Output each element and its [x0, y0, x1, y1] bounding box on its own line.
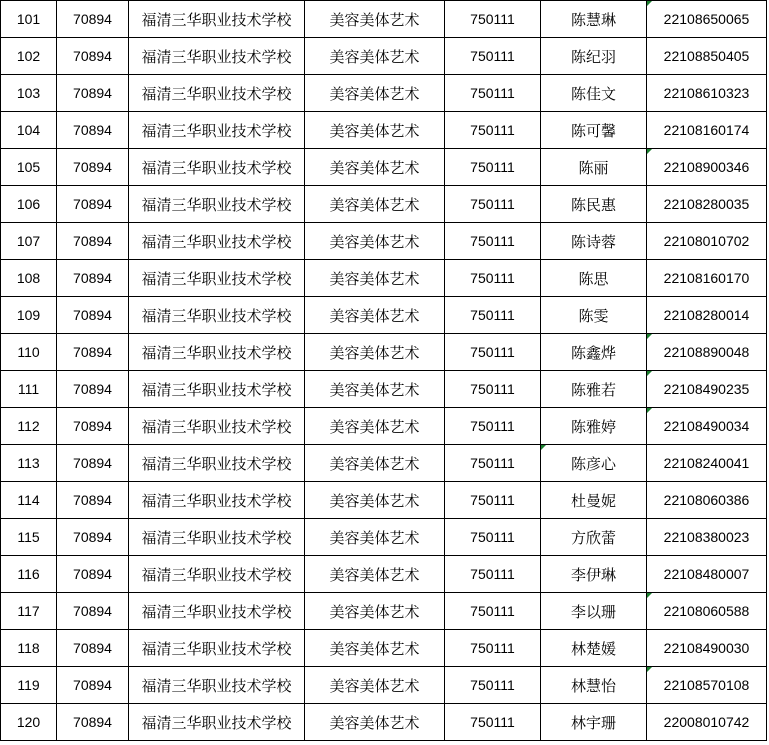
- exam-id-cell: 22108480007: [647, 556, 767, 593]
- table-row: [1, 630, 767, 667]
- school-code-cell: 70894: [57, 260, 129, 297]
- student-name-cell: 李伊琳: [541, 556, 647, 593]
- student-name-cell: 陈民惠: [541, 186, 647, 223]
- seq-number-cell: 117: [1, 593, 57, 630]
- major-code-cell: 750111: [445, 334, 541, 371]
- exam-id-cell: 22108380023: [647, 519, 767, 556]
- table-row: [1, 297, 767, 334]
- major-code-cell: 750111: [445, 482, 541, 519]
- table-row: [1, 482, 767, 519]
- student-name-cell: 林楚媛: [541, 630, 647, 667]
- major-name-cell: 美容美体艺术: [305, 408, 445, 445]
- student-name-cell: 陈彦心: [541, 445, 647, 482]
- table-row: [1, 667, 767, 704]
- school-name-cell: 福清三华职业技术学校: [129, 334, 305, 371]
- seq-number-cell: 116: [1, 556, 57, 593]
- exam-id-cell: 22108060386: [647, 482, 767, 519]
- table-row: [1, 593, 767, 630]
- major-name-cell: 美容美体艺术: [305, 593, 445, 630]
- school-name-cell: 福清三华职业技术学校: [129, 297, 305, 334]
- major-name-cell: 美容美体艺术: [305, 38, 445, 75]
- exam-id-cell: 22008010742: [647, 704, 767, 741]
- school-name-cell: 福清三华职业技术学校: [129, 223, 305, 260]
- major-code-cell: 750111: [445, 371, 541, 408]
- student-name-cell: 林宇珊: [541, 704, 647, 741]
- major-code-cell: 750111: [445, 75, 541, 112]
- exam-id-cell: 22108160174: [647, 112, 767, 149]
- table-row: [1, 445, 767, 482]
- exam-id-cell: 22108570108: [647, 667, 767, 704]
- student-name-cell: 方欣蕾: [541, 519, 647, 556]
- school-name-cell: 福清三华职业技术学校: [129, 260, 305, 297]
- exam-id-cell: 22108490235: [647, 371, 767, 408]
- major-name-cell: 美容美体艺术: [305, 223, 445, 260]
- exam-id-cell: 22108060588: [647, 593, 767, 630]
- student-name-cell: 陈可馨: [541, 112, 647, 149]
- table-row: [1, 149, 767, 186]
- school-code-cell: 70894: [57, 704, 129, 741]
- roster-body: [1, 1, 767, 741]
- exam-id-cell: 22108610323: [647, 75, 767, 112]
- school-name-cell: 福清三华职业技术学校: [129, 371, 305, 408]
- exam-id-cell: 22108280014: [647, 297, 767, 334]
- seq-number-cell: 104: [1, 112, 57, 149]
- school-name-cell: 福清三华职业技术学校: [129, 75, 305, 112]
- major-name-cell: 美容美体艺术: [305, 334, 445, 371]
- seq-number-cell: 114: [1, 482, 57, 519]
- seq-number-cell: 101: [1, 1, 57, 38]
- exam-id-cell: 22108490034: [647, 408, 767, 445]
- exam-id-cell: 22108850405: [647, 38, 767, 75]
- school-code-cell: 70894: [57, 667, 129, 704]
- school-name-cell: 福清三华职业技术学校: [129, 445, 305, 482]
- major-name-cell: 美容美体艺术: [305, 445, 445, 482]
- exam-id-cell: 22108240041: [647, 445, 767, 482]
- major-name-cell: 美容美体艺术: [305, 519, 445, 556]
- school-name-cell: 福清三华职业技术学校: [129, 1, 305, 38]
- school-code-cell: 70894: [57, 297, 129, 334]
- student-name-cell: 杜曼妮: [541, 482, 647, 519]
- seq-number-cell: 106: [1, 186, 57, 223]
- school-name-cell: 福清三华职业技术学校: [129, 149, 305, 186]
- major-name-cell: 美容美体艺术: [305, 75, 445, 112]
- table-row: [1, 223, 767, 260]
- student-name-cell: 陈思: [541, 260, 647, 297]
- exam-id-cell: 22108900346: [647, 149, 767, 186]
- table-row: [1, 334, 767, 371]
- seq-number-cell: 110: [1, 334, 57, 371]
- exam-id-cell: 22108890048: [647, 334, 767, 371]
- student-name-cell: 陈丽: [541, 149, 647, 186]
- major-code-cell: 750111: [445, 260, 541, 297]
- school-code-cell: 70894: [57, 112, 129, 149]
- seq-number-cell: 109: [1, 297, 57, 334]
- seq-number-cell: 108: [1, 260, 57, 297]
- student-name-cell: 林慧怡: [541, 667, 647, 704]
- school-code-cell: 70894: [57, 630, 129, 667]
- table-row: [1, 408, 767, 445]
- school-code-cell: 70894: [57, 519, 129, 556]
- school-name-cell: 福清三华职业技术学校: [129, 482, 305, 519]
- major-code-cell: 750111: [445, 704, 541, 741]
- table-row: [1, 260, 767, 297]
- exam-id-cell: 22108010702: [647, 223, 767, 260]
- major-name-cell: 美容美体艺术: [305, 297, 445, 334]
- major-code-cell: 750111: [445, 112, 541, 149]
- student-name-cell: 陈雅若: [541, 371, 647, 408]
- major-name-cell: 美容美体艺术: [305, 186, 445, 223]
- major-code-cell: 750111: [445, 149, 541, 186]
- seq-number-cell: 113: [1, 445, 57, 482]
- student-name-cell: 陈诗蓉: [541, 223, 647, 260]
- school-code-cell: 70894: [57, 334, 129, 371]
- major-code-cell: 750111: [445, 38, 541, 75]
- seq-number-cell: 105: [1, 149, 57, 186]
- seq-number-cell: 115: [1, 519, 57, 556]
- seq-number-cell: 120: [1, 704, 57, 741]
- student-name-cell: 陈雯: [541, 297, 647, 334]
- table-row: [1, 519, 767, 556]
- major-name-cell: 美容美体艺术: [305, 149, 445, 186]
- school-code-cell: 70894: [57, 186, 129, 223]
- school-code-cell: 70894: [57, 371, 129, 408]
- school-code-cell: 70894: [57, 408, 129, 445]
- major-name-cell: 美容美体艺术: [305, 112, 445, 149]
- major-code-cell: 750111: [445, 519, 541, 556]
- seq-number-cell: 119: [1, 667, 57, 704]
- seq-number-cell: 112: [1, 408, 57, 445]
- exam-id-cell: 22108160170: [647, 260, 767, 297]
- exam-id-cell: 22108490030: [647, 630, 767, 667]
- seq-number-cell: 103: [1, 75, 57, 112]
- exam-id-cell: 22108280035: [647, 186, 767, 223]
- student-name-cell: 李以珊: [541, 593, 647, 630]
- school-code-cell: 70894: [57, 482, 129, 519]
- school-name-cell: 福清三华职业技术学校: [129, 556, 305, 593]
- school-name-cell: 福清三华职业技术学校: [129, 186, 305, 223]
- school-name-cell: 福清三华职业技术学校: [129, 667, 305, 704]
- student-name-cell: 陈纪羽: [541, 38, 647, 75]
- school-code-cell: 70894: [57, 223, 129, 260]
- student-name-cell: 陈雅婷: [541, 408, 647, 445]
- seq-number-cell: 102: [1, 38, 57, 75]
- major-name-cell: 美容美体艺术: [305, 630, 445, 667]
- major-code-cell: 750111: [445, 408, 541, 445]
- school-code-cell: 70894: [57, 75, 129, 112]
- major-code-cell: 750111: [445, 445, 541, 482]
- major-code-cell: 750111: [445, 630, 541, 667]
- major-code-cell: 750111: [445, 297, 541, 334]
- major-name-cell: 美容美体艺术: [305, 260, 445, 297]
- major-name-cell: 美容美体艺术: [305, 1, 445, 38]
- major-code-cell: 750111: [445, 223, 541, 260]
- major-name-cell: 美容美体艺术: [305, 371, 445, 408]
- major-code-cell: 750111: [445, 593, 541, 630]
- major-code-cell: 750111: [445, 186, 541, 223]
- major-name-cell: 美容美体艺术: [305, 704, 445, 741]
- school-name-cell: 福清三华职业技术学校: [129, 112, 305, 149]
- school-name-cell: 福清三华职业技术学校: [129, 519, 305, 556]
- table-row: [1, 186, 767, 223]
- major-name-cell: 美容美体艺术: [305, 556, 445, 593]
- table-row: [1, 371, 767, 408]
- table-row: [1, 38, 767, 75]
- major-code-cell: 750111: [445, 667, 541, 704]
- exam-id-cell: 22108650065: [647, 1, 767, 38]
- school-code-cell: 70894: [57, 445, 129, 482]
- major-name-cell: 美容美体艺术: [305, 667, 445, 704]
- major-code-cell: 750111: [445, 556, 541, 593]
- student-name-cell: 陈鑫烨: [541, 334, 647, 371]
- school-code-cell: 70894: [57, 556, 129, 593]
- school-name-cell: 福清三华职业技术学校: [129, 704, 305, 741]
- school-name-cell: 福清三华职业技术学校: [129, 630, 305, 667]
- school-code-cell: 70894: [57, 38, 129, 75]
- table-row: [1, 1, 767, 38]
- school-name-cell: 福清三华职业技术学校: [129, 408, 305, 445]
- school-name-cell: 福清三华职业技术学校: [129, 593, 305, 630]
- table-row: [1, 112, 767, 149]
- seq-number-cell: 111: [1, 371, 57, 408]
- seq-number-cell: 107: [1, 223, 57, 260]
- school-name-cell: 福清三华职业技术学校: [129, 38, 305, 75]
- major-code-cell: 750111: [445, 1, 541, 38]
- school-code-cell: 70894: [57, 149, 129, 186]
- student-name-cell: 陈佳文: [541, 75, 647, 112]
- major-name-cell: 美容美体艺术: [305, 482, 445, 519]
- student-name-cell: 陈慧琳: [541, 1, 647, 38]
- table-row: [1, 556, 767, 593]
- school-code-cell: 70894: [57, 1, 129, 38]
- table-row: [1, 75, 767, 112]
- table-row: [1, 704, 767, 741]
- school-code-cell: 70894: [57, 593, 129, 630]
- seq-number-cell: 118: [1, 630, 57, 667]
